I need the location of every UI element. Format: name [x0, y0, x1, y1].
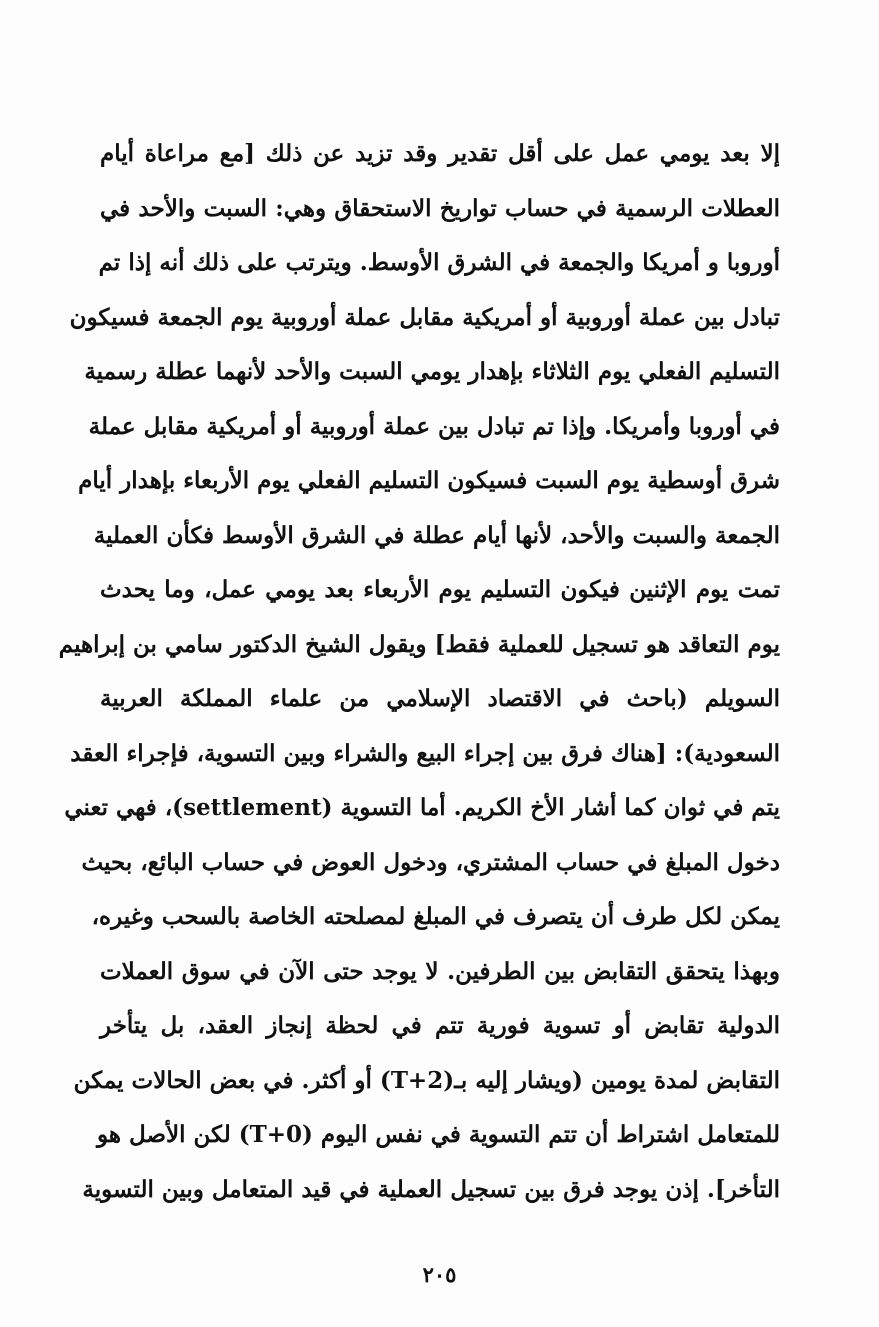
text-line: السعودية): [هناك فرق بين إجراء البيع والشراء وبين التسوية، فإجراء العقد — [70, 739, 780, 767]
page-number: ٢٠٥ — [422, 1262, 457, 1287]
text-line: التأخر]. إذن يوجد فرق بين تسجيل العملية في قيد المتعامل وبين التسوية — [82, 1175, 780, 1203]
text-line: التسليم الفعلي يوم الثلاثاء بإهدار يومي السبت والأحد لأنهما عطلة رسمية — [84, 358, 780, 385]
text-line: تبادل بين عملة أوروبية أو أمريكية مقابل عملة أوروبية يوم الجمعة فسيكون — [69, 303, 780, 331]
text-line: يتم في ثوان كما أشار الأخ الكريم. أما التسوية (settlement)، فهي تعني — [64, 794, 780, 821]
text-line: إلا بعد يومي عمل على أقل تقدير وقد تزيد عن ذلك [مع مراعاة أيام — [100, 140, 780, 167]
text-line: العطلات الرسمية في حساب تواريخ الاستحقاق وهي: السبت والأحد في — [100, 194, 780, 222]
text-line: يوم التعاقد هو تسجيل للعملية فقط] ويقول الشيخ الدكتور سامي بن إبراهيم — [58, 630, 780, 658]
text-line: التقابض لمدة يومين (ويشار إليه بـ(T+2) أو أكثر. في بعض الحالات يمكن — [73, 1066, 780, 1094]
text-line: وبهذا يتحقق التقابض بين الطرفين. لا يوجد حتى الآن في سوق العملات — [100, 957, 780, 985]
text-line: دخول المبلغ في حساب المشتري، ودخول العوض في حساب البائع، بحيث — [81, 848, 780, 876]
text-line: أوروبا و أمريكا والجمعة في الشرق الأوسط. ويترتب على ذلك أنه إذا تم — [98, 249, 780, 276]
body-text — [58, 127, 780, 1217]
text-line: في أوروبا وأمريكا. وإذا تم تبادل بين عملة أوروبية أو أمريكية مقابل عملة — [88, 412, 780, 440]
text-line: الجمعة والسبت والأحد، لأنها أيام عطلة في الشرق الأوسط فكأن العملية — [93, 521, 780, 549]
text-line: للمتعامل اشتراط أن تتم التسوية في نفس اليوم (T+0) لكن الأصل هو — [97, 1121, 780, 1148]
text-line: شرق أوسطية يوم السبت فسيكون التسليم الفعلي يوم الأربعاء بإهدار أيام — [78, 467, 780, 494]
text-line: تمت يوم الإثنين فيكون التسليم يوم الأربعاء بعد يومي عمل، وما يحدث — [100, 576, 780, 603]
text-line: السويلم (باحث في الاقتصاد الإسلامي من علماء المملكة العربية — [100, 685, 780, 712]
text-line: يمكن لكل طرف أن يتصرف في المبلغ لمصلحته الخاصة بالسحب وغيره، — [91, 903, 780, 930]
text-line: الدولية تقابض أو تسوية فورية تتم في لحظة إنجاز العقد، بل يتأخر — [100, 1012, 780, 1039]
